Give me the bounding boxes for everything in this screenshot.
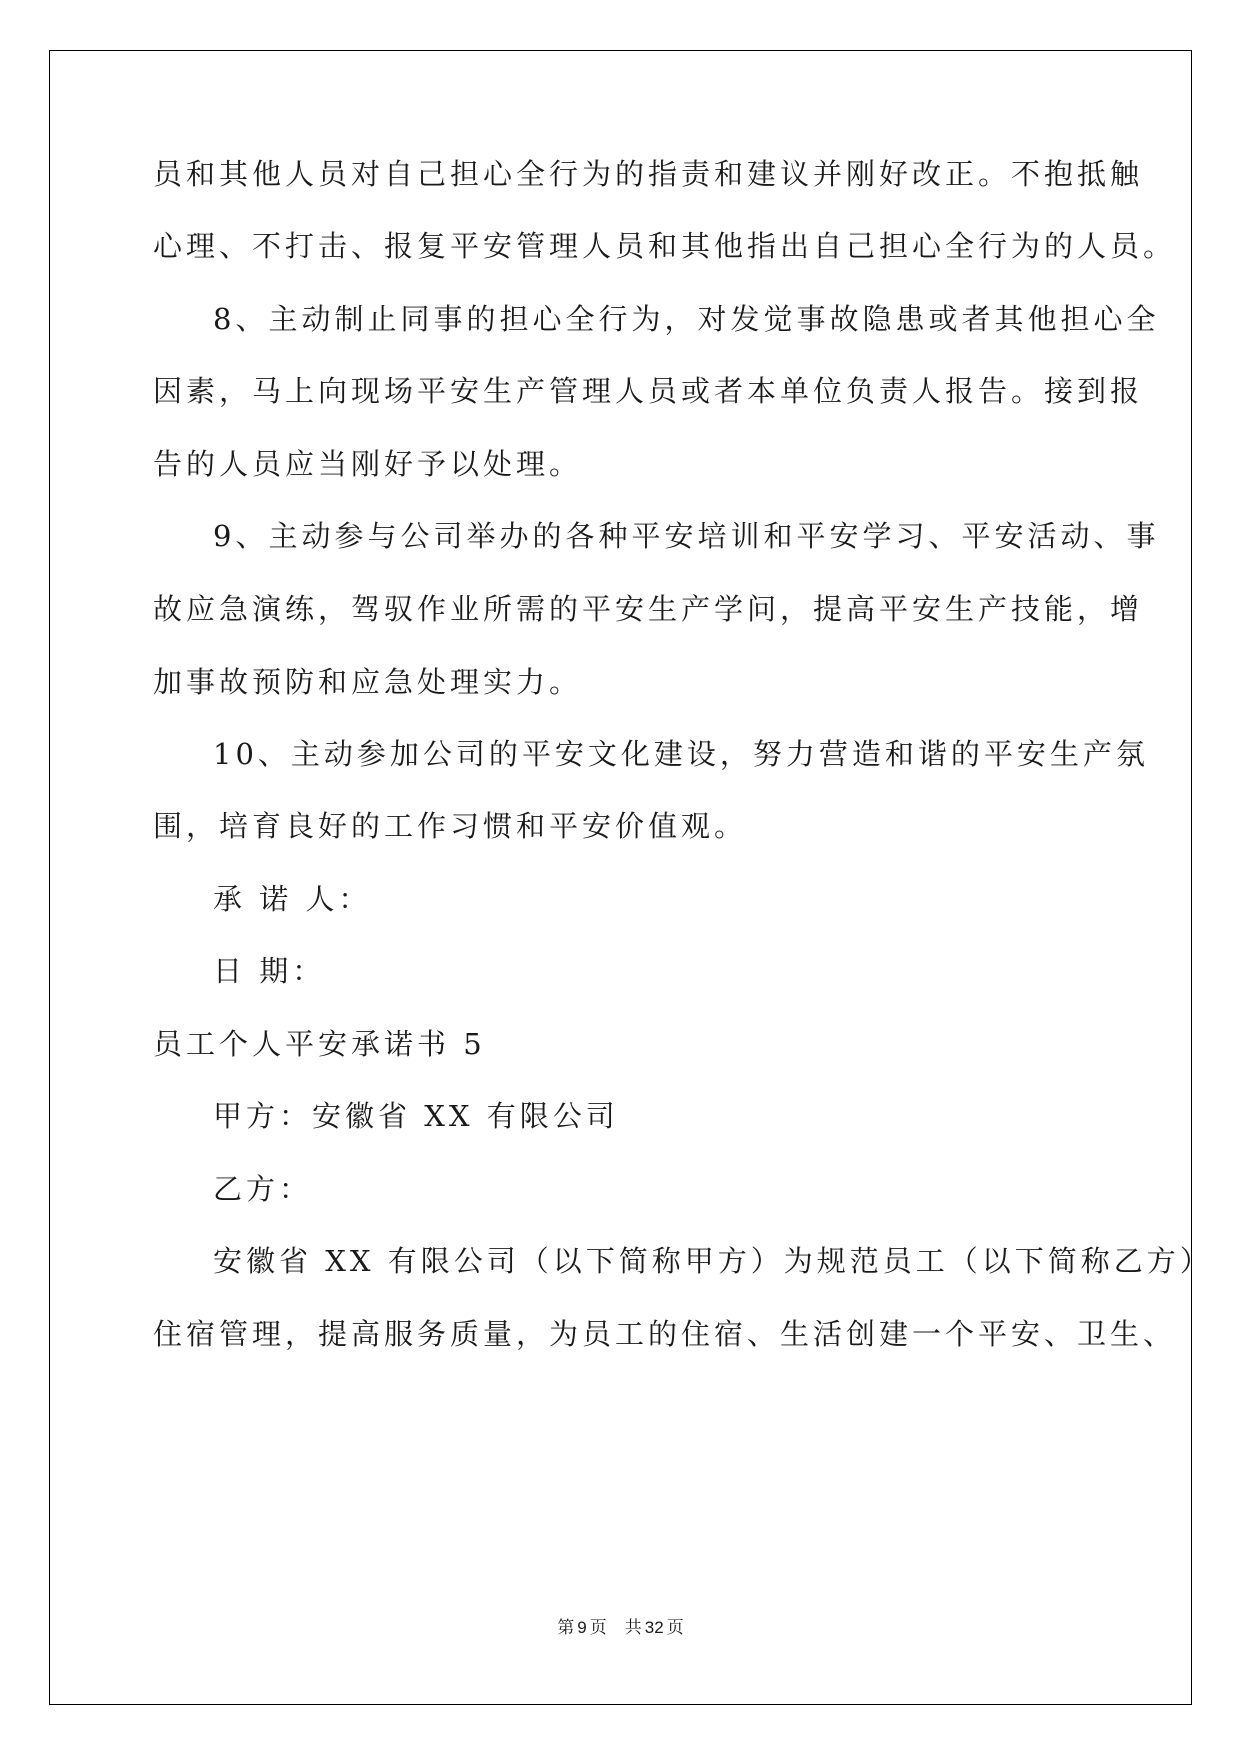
page-current: 9 [577, 1618, 587, 1637]
paragraph-line: 因素，马上向现场平安生产管理人员或者本单位负责人报告。接到报 [153, 374, 1144, 408]
page-footer [0, 1616, 1241, 1640]
page-suffix: 页 [589, 1618, 607, 1638]
paragraph-line: 10、主动参加公司的平安文化建设，努力营造和谐的平安生产氛 [213, 737, 1149, 771]
paragraph-line: 安徽省 XX 有限公司（以下简称甲方）为规范员工（以下简称乙方） [213, 1244, 1213, 1278]
paragraph-line: 住宿管理，提高服务质量，为员工的住宿、生活创建一个平安、卫生、 [153, 1317, 1177, 1351]
total-suffix: 页 [666, 1618, 684, 1638]
section-heading: 员工个人平安承诺书 5 [153, 1027, 486, 1061]
paragraph-line: 8、主动制止同事的担心全行为，对发觉事故隐患或者其他担心全 [213, 302, 1160, 336]
date-label: 日 期： [213, 954, 326, 988]
paragraph-line: 告的人员应当刚好予以处理。 [153, 447, 583, 481]
party-b-line: 乙方： [213, 1172, 313, 1206]
paragraph-line: 围，培育良好的工作习惯和平安价值观。 [153, 809, 748, 843]
paragraph-line: 加事故预防和应急处理实力。 [153, 665, 583, 699]
paragraph-line: 9、主动参与公司举办的各种平安培训和平安学习、平安活动、事 [213, 519, 1160, 553]
page-prefix: 第 [557, 1618, 575, 1638]
page-total: 32 [644, 1618, 664, 1637]
signatory-label: 承 诺 人： [213, 882, 372, 916]
total-prefix: 共 [624, 1618, 642, 1638]
paragraph-line: 心理、不打击、报复平安管理人员和其他指出自己担心全行为的人员。 [153, 229, 1177, 263]
paragraph-line: 故应急演练，驾驭作业所需的平安生产学问，提高平安生产技能，增 [153, 592, 1144, 626]
party-a-line: 甲方：安徽省 XX 有限公司 [213, 1099, 619, 1133]
paragraph-line: 员和其他人员对自己担心全行为的指责和建议并刚好改正。不抱抵触 [153, 157, 1144, 191]
